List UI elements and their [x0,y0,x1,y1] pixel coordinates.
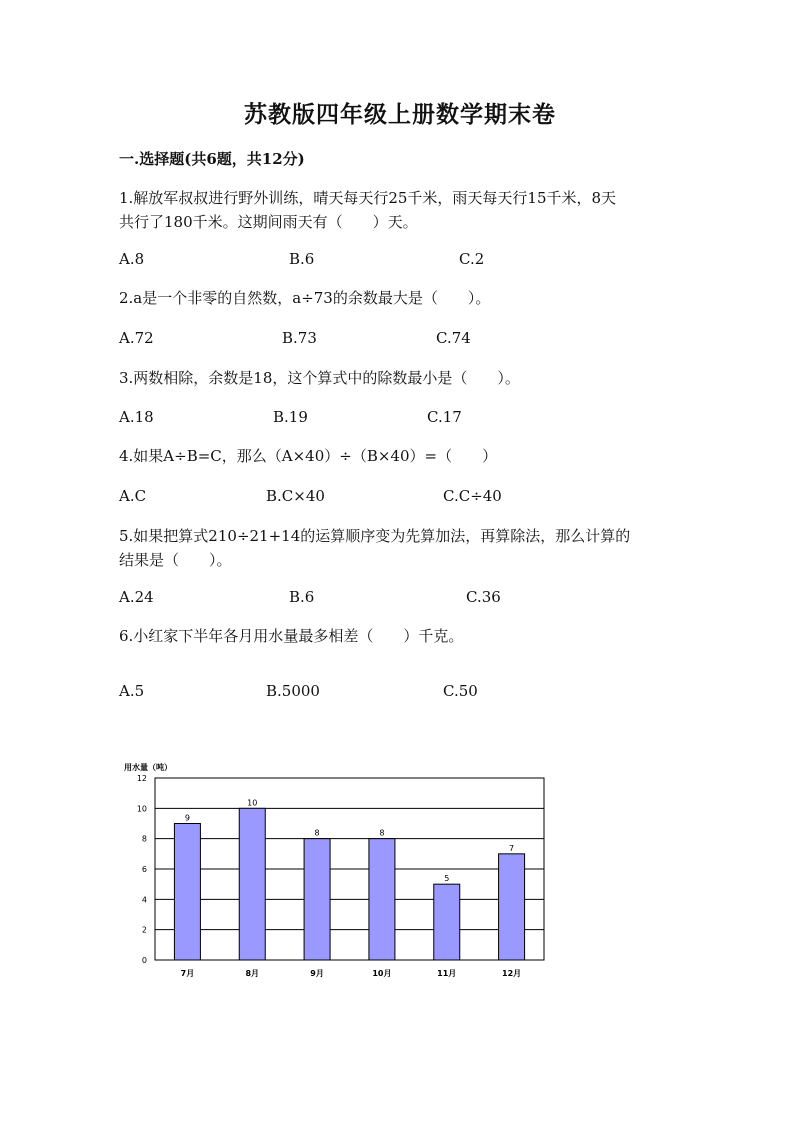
question-3-option-b[interactable]: B.19 [273,408,308,426]
question-4-option-a[interactable]: A.C [119,487,147,505]
question-4 [119,444,679,468]
chart-x-tick-label: 12月 [502,969,522,978]
question-3-option-a[interactable]: A.18 [119,408,154,426]
chart-bar [369,839,395,960]
question-2 [119,286,679,310]
chart-x-tick-label: 9月 [310,969,324,978]
chart-data-label: 5 [444,874,450,884]
page-title: 苏教版四年级上册数学期末卷 [244,101,556,128]
question-2-line-1: 2.a是一个非零的自然数，a÷73的余数最大是（ ）。 [119,289,491,307]
question-5-option-b[interactable]: B.6 [289,588,315,606]
question-3-line-1: 3.两数相除，余数是18，这个算式中的除数最小是（ ）。 [119,369,520,387]
question-5-line-2: 结果是（ ）。 [119,551,232,569]
chart-y-tick-label: 6 [141,865,147,874]
question-5 [119,524,679,572]
question-1-option-a[interactable]: A.8 [119,250,145,268]
chart-y-tick-label: 12 [136,774,147,783]
question-1-option-b[interactable]: B.6 [289,250,315,268]
question-1 [119,186,679,234]
question-5-option-a[interactable]: A.24 [119,588,154,606]
question-2-option-a[interactable]: A.72 [119,329,154,347]
chart-y-tick-label: 0 [141,956,147,965]
question-6-option-c[interactable]: C.50 [443,682,478,700]
section-heading: 一.选择题(共6题，共12分) [119,150,305,168]
question-3 [119,366,679,390]
chart-bar [174,824,200,961]
question-1-line-1: 1.解放军叔叔进行野外训练，晴天每天行25千米，雨天每天行15千米，8天 [119,189,617,207]
chart-x-tick-label: 10月 [372,969,392,978]
chart-data-label: 8 [314,828,320,838]
water-usage-bar-chart [110,756,560,988]
question-2-option-c[interactable]: C.74 [436,329,471,347]
question-6 [119,624,679,648]
chart-y-tick-label: 10 [136,804,147,814]
question-1-option-c[interactable]: C.2 [459,250,485,268]
chart-x-tick-label: 7月 [180,969,195,978]
question-2-option-b[interactable]: B.73 [282,329,317,347]
question-5-option-c[interactable]: C.36 [466,588,501,606]
chart-data-label: 9 [184,813,190,823]
question-4-option-c[interactable]: C.C÷40 [443,487,502,505]
question-4-option-b[interactable]: B.C×40 [266,487,325,505]
chart-y-tick-label: 2 [141,925,147,935]
question-3-option-c[interactable]: C.17 [427,408,462,426]
chart-y-tick-label: 8 [141,834,147,844]
chart-bar [434,884,460,960]
chart-y-axis-label: 用水量（吨） [124,763,172,772]
chart-data-label: 8 [379,828,385,838]
chart-data-label: 10 [247,798,258,808]
question-6-option-a[interactable]: A.5 [119,682,145,700]
chart-y-tick-label: 4 [141,895,147,905]
chart-bar [239,808,265,960]
question-5-line-1: 5.如果把算式210÷21+14的运算顺序变为先算加法，再算除法，那么计算的 [119,527,631,545]
question-6-line-1: 6.小红家下半年各月用水量最多相差（ ）千克。 [119,627,464,645]
chart-data-label: 7 [509,843,515,853]
question-6-option-b[interactable]: B.5000 [266,682,320,700]
question-1-line-2: 共行了180千米。这期间雨天有（ ）天。 [119,213,418,231]
chart-bar [304,839,330,960]
question-4-line-1: 4.如果A÷B=C，那么（A×40）÷（B×40）=（ ） [119,447,498,465]
chart-bar [499,854,525,960]
chart-x-tick-label: 8月 [245,969,260,978]
chart-x-tick-label: 11月 [437,969,457,978]
